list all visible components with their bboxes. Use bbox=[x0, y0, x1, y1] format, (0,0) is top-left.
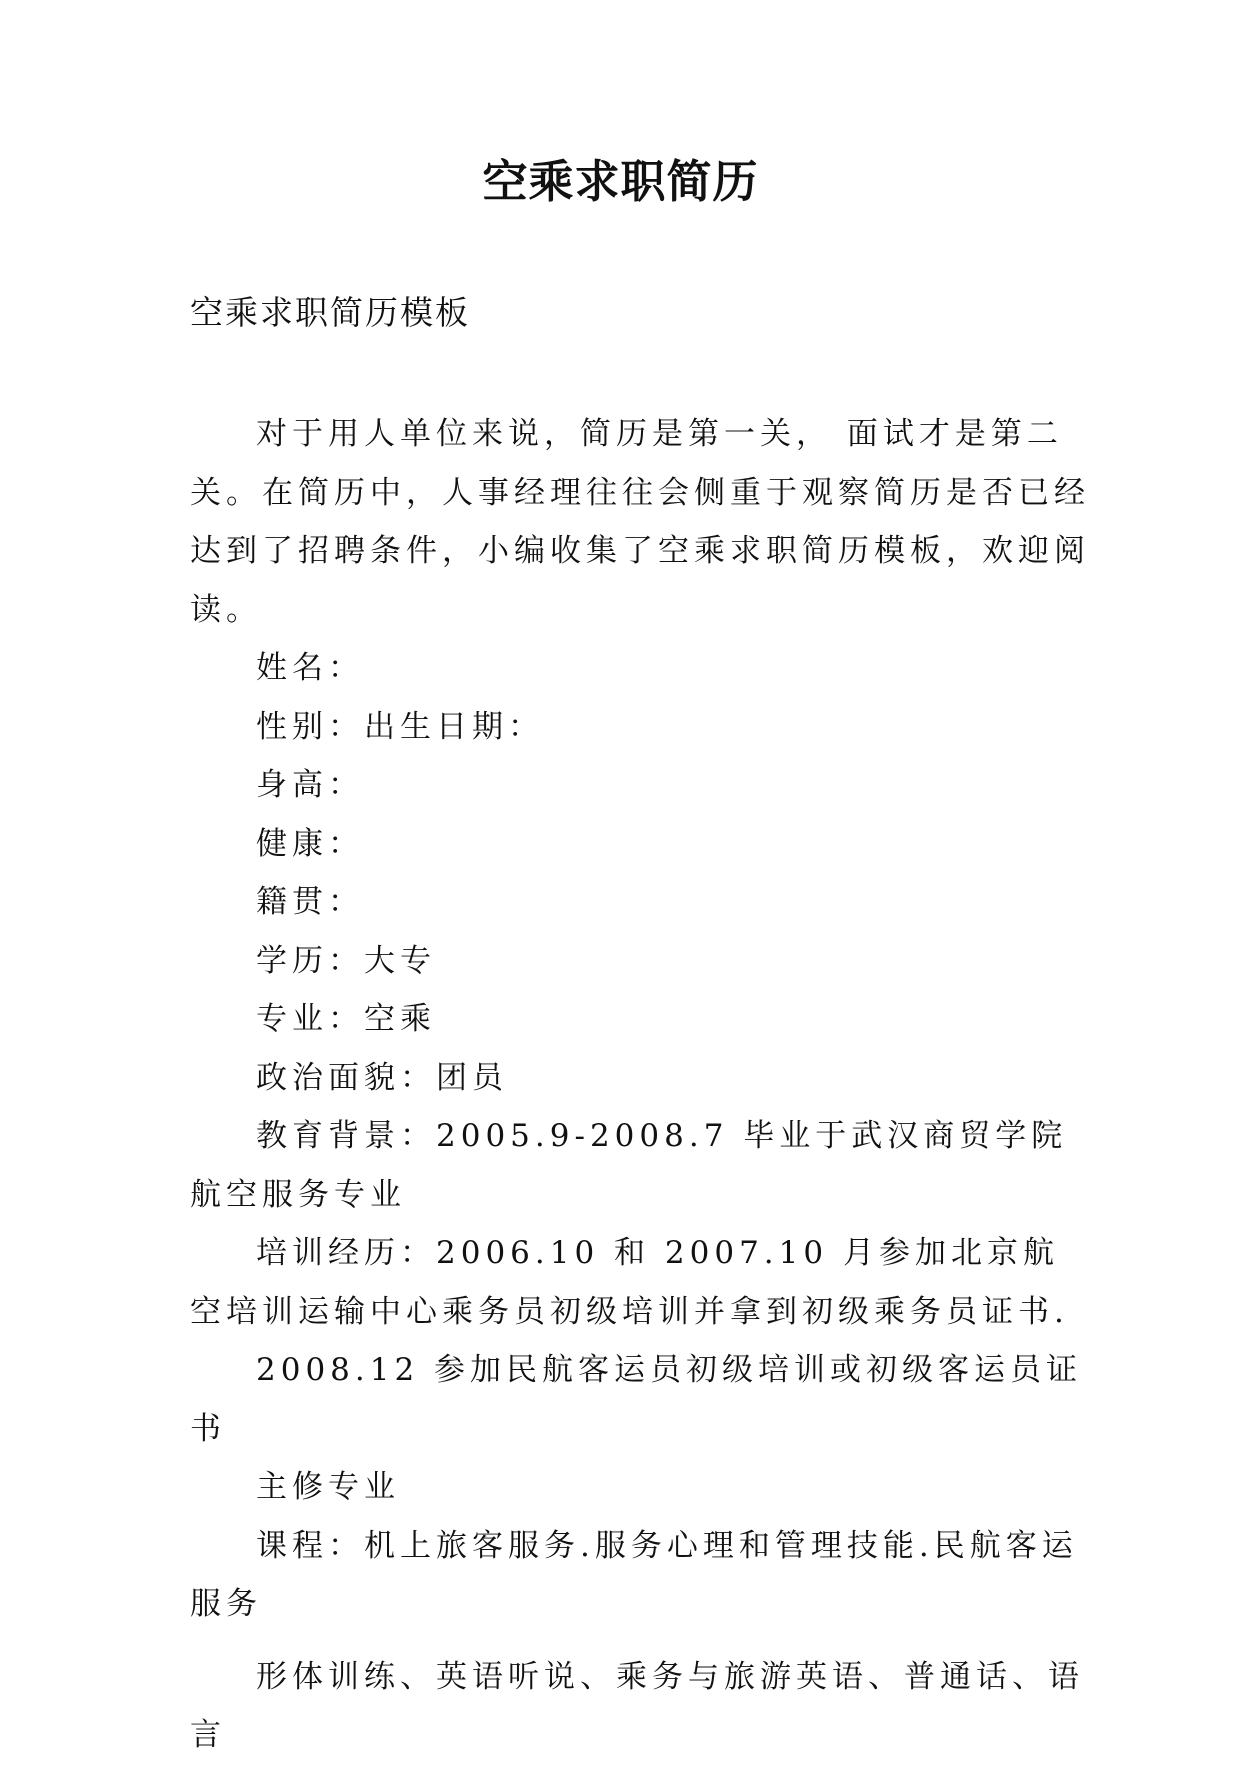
field-courses: 课程：机上旅客服务.服务心理和管理技能.民航客运服务 bbox=[190, 1527, 1078, 1622]
field-education-background: 教育背景：2005.9-2008.7 毕业于武汉商贸学院航空服务专业 bbox=[190, 1118, 1068, 1213]
document-subtitle: 空乘求职简历模板 bbox=[190, 293, 470, 332]
field-major: 专业：空乘 bbox=[256, 1001, 436, 1037]
training-item: 2008.12 参加民航客运员初级培训或初级客运员证书 bbox=[190, 1352, 1083, 1447]
field-education-level: 学历：大专 bbox=[256, 942, 436, 979]
intro-paragraph: 对于用人单位来说，简历是第一关， 面试才是第二关。在简历中，人事经理往往会侧重于观察简历是否已经达到了招聘条件，小编收集了空乘求职简历模板，欢迎阅读。 bbox=[190, 416, 1090, 628]
document-title: 空乘求职简历 bbox=[482, 155, 759, 208]
field-gender-birthdate: 性别：出生日期： bbox=[256, 708, 544, 745]
field-native-place: 籍贯： bbox=[256, 884, 364, 920]
courses-continued: 形体训练、英语听说、乘务与旅游英语、普通话、语言 bbox=[190, 1658, 1084, 1753]
field-training-experience: 培训经历：2006.10 和 2007.10 月参加北京航空培训运输中心乘务员初级培训并拿到初级乘务员证书. bbox=[190, 1235, 1069, 1330]
field-health: 健康： bbox=[256, 825, 364, 862]
field-height: 身高： bbox=[256, 767, 364, 803]
field-name: 姓名： bbox=[256, 650, 364, 686]
document-body bbox=[190, 405, 1090, 1765]
section-main-major: 主修专业 bbox=[256, 1469, 400, 1505]
field-political-status: 政治面貌：团员 bbox=[256, 1059, 508, 1096]
